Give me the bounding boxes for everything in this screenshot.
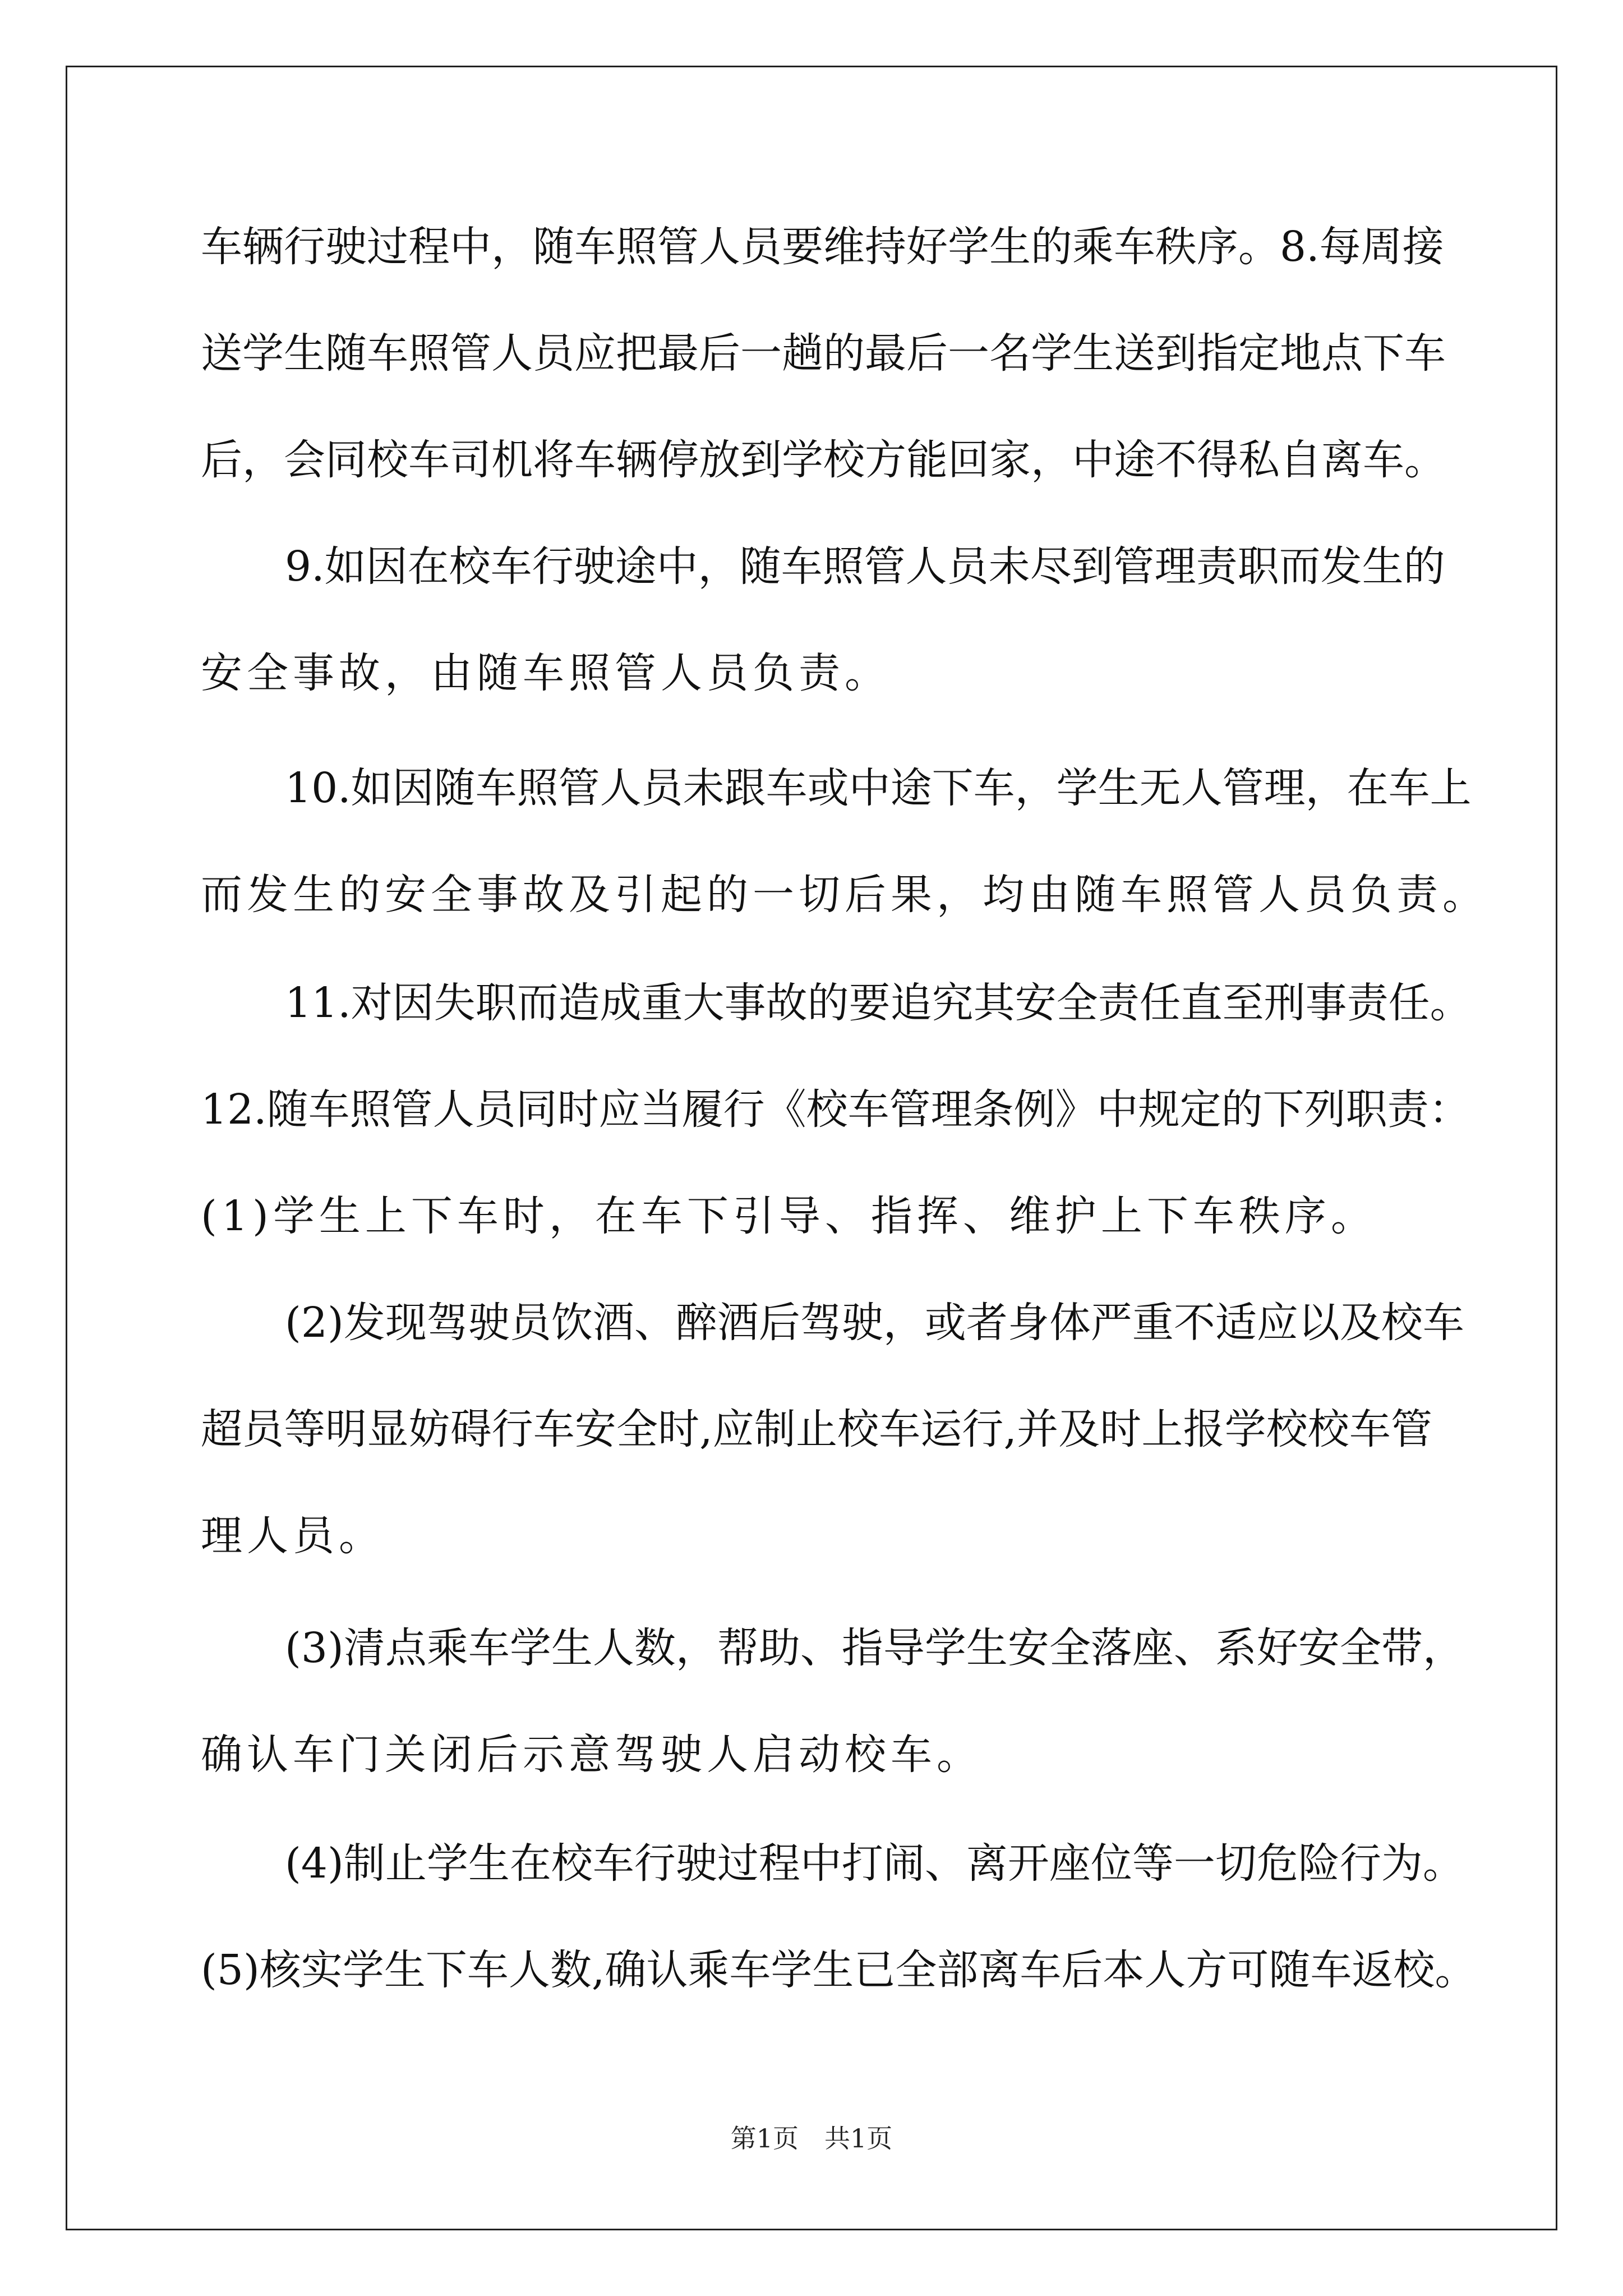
text-line: 而发生的安全事故及引起的一切后果，均由随车照管人员负责。 [201,871,1488,919]
text-line: 后，会同校车司机将车辆停放到学校方能回家，中途不得私自离车。 [201,436,1446,484]
text-line: 9.如因在校车行驶途中，随车照管人员未尽到管理责职而发生的 [285,542,1445,591]
text-line: (5)核实学生下车人数,确认乘车学生已全部离车后本人方可随车返校。 [201,1946,1477,1994]
text-line: 车辆行驶过程中，随车照管人员要维持好学生的乘车秩序。8.每周接 [201,223,1444,271]
text-line: 11.对因失职而造成重大事故的要追究其安全责任直至刑事责任。 [285,979,1472,1027]
text-line: 12.随车照管人员同时应当履行《校车管理条例》中规定的下列职责： [201,1085,1470,1134]
text-line: 送学生随车照管人员应把最后一趟的最后一名学生送到指定地点下车 [201,329,1446,378]
text-line: 理人员。 [201,1512,385,1560]
text-line: 10.如因随车照管人员未跟车或中途下车，学生无人管理，在车上 [285,764,1472,812]
text-line: 确认车门关闭后示意驾驶人启动校车。 [201,1731,983,1779]
text-line: (3)清点乘车学生人数，帮助、指导学生安全落座、系好安全带， [285,1624,1464,1672]
text-line: (1)学生上下车时，在车下引导、指挥、维护上下车秩序。 [201,1192,1377,1240]
text-line: 超员等明显妨碍行车安全时,应制止校车运行,并及时上报学校校车管 [201,1405,1432,1453]
text-line: 安全事故，由随车照管人员负责。 [201,649,891,697]
text-line: (2)发现驾驶员饮酒、醉酒后驾驶，或者身体严重不适应以及校车 [285,1299,1464,1347]
text-line: (4)制止学生在校车行驶过程中打闹、离开座位等一切危险行为。 [285,1839,1464,1888]
page-border [66,66,1557,2230]
page-footer: 第1页 共1页 [730,2123,893,2154]
